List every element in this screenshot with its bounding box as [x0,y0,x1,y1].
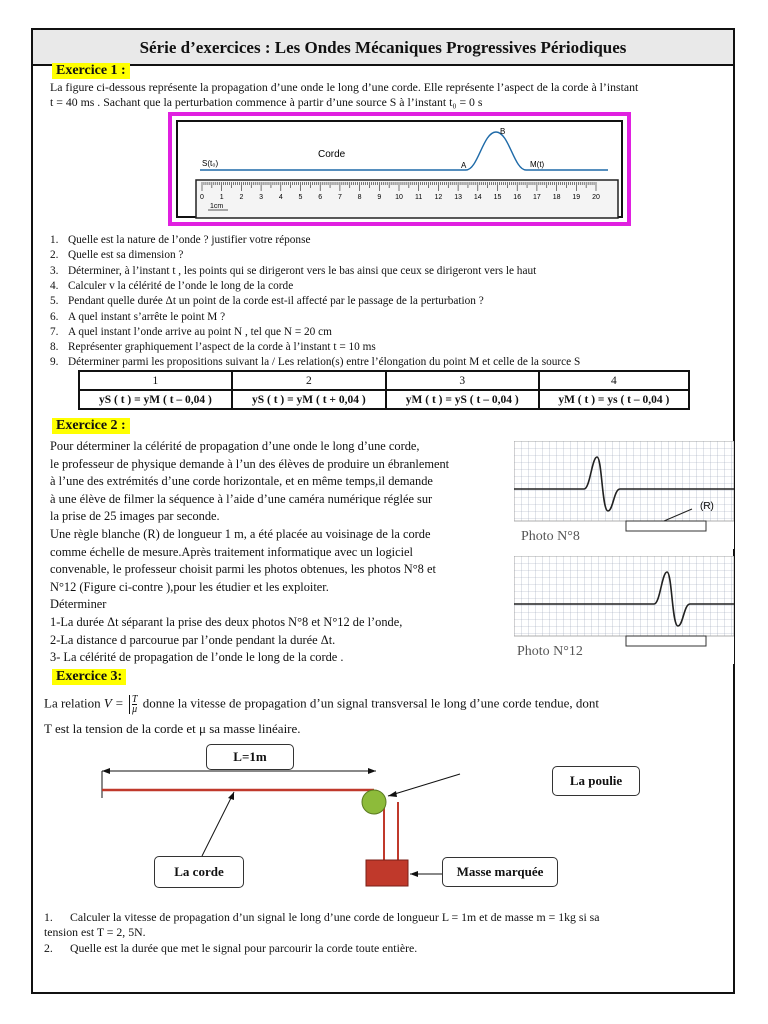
ex2-line-6: Une règle blanche (R) de longueur 1 m, a été placée au voisinage de la corde [50,527,431,541]
ex3-question-2 [44,941,734,956]
ruler-tick-label: 5 [298,194,303,201]
exercise-2-label: Exercice 2 : [52,418,130,434]
relation-suffix: donne la vitesse de propagation d’un signal transversal le long d’une corde tendue, dont [142,695,600,711]
pulley-figure [60,740,680,900]
ex1-rope-figure [178,122,629,224]
ex1-intro-line1: La figure ci-dessous représente la propagation d’une onde le long d’une corde. Elle représente l’aspect de la corde à l’instant [50,80,639,94]
q1-text-line2: tension est T = 2, 5N. [44,925,146,939]
table-header-1: 1 [79,371,232,390]
rope-label: La corde [154,856,244,888]
question-number: 6. [50,310,59,323]
ruler-tick-label: 10 [395,194,403,201]
point-a-label: A [461,161,467,170]
question-text: Pendant quelle durée Δt un point de la corde est-il affecté par le passage de la perturbation ? [68,295,484,308]
ruler-tick-label: 13 [454,194,462,201]
ex2-line-5: la prise de 25 images par seconde. [50,509,220,524]
ex1-question-2 [50,248,183,262]
length-label: L=1m [206,744,294,770]
question-text: A quel instant s’arrête le point M ? [68,310,226,323]
question-text: A quel instant l’onde arrive au point N , tel que N = 20 cm [68,325,332,338]
question-text: Déterminer parmi les propositions suivant la / Les relation(s) entre l’élongation du point M et celle de la source S [68,356,581,369]
point-b-label: B [500,127,506,136]
ex2-line-3: à l’une des extrémités d’une corde horizontale, et en même temps,il demande [50,474,433,489]
question-number: 9. [50,356,59,369]
question-number: 2. [50,249,59,262]
ex1-question-4 [50,279,293,293]
ex1-question-6 [50,310,225,324]
question-number: 3. [50,264,59,277]
ruler-tick-label: 11 [415,194,423,201]
q1-number: 1. [44,910,53,924]
ruler-tick-label: 12 [434,194,443,201]
exercise-1-label: Exercice 1 : [52,63,130,79]
ex2-line-13: 3- La célérité de propagation de l’onde le long de la corde . [50,650,344,665]
formula-numerator: T [131,694,138,705]
corde-label: Corde [318,149,346,160]
ex1-intro-line2: t = 40 ms . Sachant que la perturbation commence à partir d’une source S à l’instant t₀ = 0 s [50,95,483,109]
ex3-relation-line2: T est la tension de la corde et μ sa masse linéaire. [44,721,301,736]
scale-label: 1cm [210,203,224,210]
ruler-tick-label: 8 [357,194,362,201]
ex1-question-8 [50,340,376,354]
question-number: 5. [50,295,59,308]
ruler-tick-label: 6 [318,194,323,201]
mass-label: Masse marquée [442,857,558,887]
table-cell-3: yM ( t ) = yS ( t – 0,04 ) [386,390,539,409]
table-cell-2: yS ( t ) = yM ( t + 0,04 ) [232,390,386,409]
question-number: 7. [50,325,59,338]
ex2-line-4: à une élève de filmer la séquence à l’aide d’une caméra numérique réglée sur [50,491,433,506]
table-cell-4: yM ( t ) = ys ( t – 0,04 ) [539,390,689,409]
ex2-line-12: 2-La distance d parcourue par l’onde pendant la durée Δt. [50,632,336,647]
question-text: Calculer v la célérité de l’onde le long de la corde [68,279,294,292]
formula-v: V = [103,695,124,711]
ex1-question-5 [50,294,484,308]
question-text: Représenter graphiquement l’aspect de la corde à l’instant t = 10 ms [68,341,376,354]
ex2-line-7: comme échelle de mesure.Après traitement informatique avec un logiciel [50,544,413,559]
question-number: 8. [50,341,59,354]
ex3-question-1 [44,910,734,925]
ex2-line-2: le professeur de physique demande à l’un des élèves de produire un ébranlement [50,456,450,471]
photo-12 [514,556,734,664]
ruler-tick-label: 2 [239,194,244,201]
exercise-3-label: Exercice 3: [52,669,126,685]
ex1-question-3 [50,264,536,278]
ex1-figure-frame [168,112,631,226]
table-header-4: 4 [539,371,689,390]
photo-12-label: Photo N°12 [517,644,583,659]
ruler-tick-label: 4 [278,194,283,201]
ruler-tick-label: 1 [219,194,224,201]
ex2-line-10: Déterminer [50,597,107,612]
question-number: 4. [50,279,59,292]
photo-8 [514,441,734,549]
relations-table [78,370,690,410]
ex2-line-1: Pour déterminer la célérité de propagation d’une onde le long d’une corde, [50,439,420,453]
question-number: 1. [50,234,59,246]
question-text: Déterminer, à l’instant t , les points qui se dirigeront vers le bas ainsi que ceux se dirigeront vers le haut [68,264,537,277]
source-label: S(t₀) [202,159,219,168]
ruler-tick-label: 19 [572,194,581,201]
ruler-tick-label: 3 [259,194,264,201]
formula-denominator: μ [132,704,138,715]
q2-text: Quelle est la durée que met le signal pour parcourir la corde toute entière. [70,941,418,955]
photo-8-label: Photo N°8 [521,529,580,544]
ruler-tick-label: 16 [513,194,522,201]
ex2-line-8: convenable, le professeur choisit parmi les photos obtenues, les photos N°8 et [50,562,436,577]
ruler-tick-label: 18 [552,194,561,201]
ex2-line-11: 1-La durée Δt séparant la prise des deux photos N°8 et N°12 de l’onde, [50,615,403,629]
table-cell-1: yS ( t ) = yM ( t – 0,04 ) [79,390,232,409]
q2-number: 2. [44,941,53,955]
question-text: Quelle est sa dimension ? [68,249,184,262]
relation-prefix: La relation [44,695,101,711]
page-title: Série d’exercices : Les Ondes Mécaniques Progressives Périodiques [33,30,733,66]
ex2-line-9: N°12 (Figure ci-contre ),pour les étudier et les exploiter. [50,579,329,594]
table-header-2: 2 [232,371,386,390]
ruler-tick-label: 20 [592,194,600,201]
ex1-question-7 [50,325,332,339]
question-text: Quelle est la nature de l’onde ? justifier votre réponse [68,234,311,246]
ex1-question-1 [50,233,310,247]
table-header-3: 3 [386,371,539,390]
ruler-r-label: (R) [700,501,714,512]
formula-sqrt [129,695,138,714]
pulley-label: La poulie [552,766,640,796]
ex3-relation-line [44,695,744,714]
ruler-tick-label: 14 [473,194,482,201]
ruler-tick-label: 15 [493,194,502,201]
ex1-question-9 [50,355,580,369]
ruler-tick-label: 0 [200,194,204,201]
q1-text-line1: Calculer la vitesse de propagation d’un signal le long d’une corde de longueur L = 1m et de masse m = 1kg si sa [70,910,600,924]
ruler-tick-label: 17 [533,194,541,201]
ruler-tick-label: 9 [377,194,382,201]
point-m-label: M(t) [530,160,545,169]
ruler-tick-label: 7 [337,194,342,201]
